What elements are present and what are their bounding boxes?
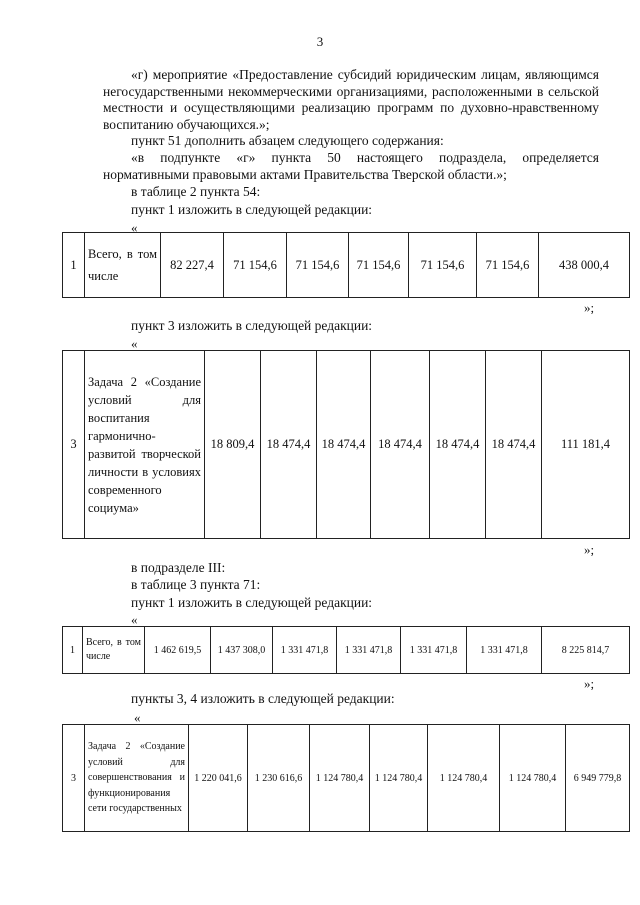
row-number: 3 [63, 725, 85, 832]
close-quote-3: »; [584, 676, 595, 691]
row-number: 1 [63, 627, 83, 674]
value-cell: 1 230 616,6 [248, 725, 310, 832]
open-quote-1: « [131, 220, 138, 235]
value-cell: 18 809,4 [205, 351, 261, 539]
value-cell: 82 227,4 [161, 233, 224, 298]
value-cell: 1 437 308,0 [211, 627, 273, 674]
paragraph-point1-edit: пункт 1 изложить в следующей редакции: [131, 202, 373, 217]
table-3 [62, 626, 630, 674]
paragraph-subsidy-measure: «г) мероприятие «Предоставление субсидий юридическим лицам, являющимся негосударственными некоммерческими организациями, расположенными в сельской местности и осуществляющими реализацию программ по духовно-нравственному воспитанию обучающихся.»; [103, 67, 599, 132]
value-cell: 71 154,6 [349, 233, 409, 298]
paragraph-subpoint-g: «в подпункте «г» пункта 50 настоящего подраздела, определяется нормативными правовыми актами Правительства Тверской области.»; [103, 150, 599, 182]
paragraph-points-3-4-edit: пункты 3, 4 изложить в следующей редакции: [131, 691, 395, 706]
table-row [63, 233, 630, 298]
table-4 [62, 724, 630, 832]
value-cell: 1 462 619,5 [145, 627, 211, 674]
value-cell: 71 154,6 [224, 233, 287, 298]
paragraph-point1-edit-2: пункт 1 изложить в следующей редакции: [131, 595, 373, 610]
paragraph-point-51: пункт 51 дополнить абзацем следующего содержания: [131, 133, 444, 148]
close-quote-2: »; [584, 542, 595, 557]
paragraph-point3-edit: пункт 3 изложить в следующей редакции: [131, 318, 373, 333]
value-cell: 1 124 780,4 [500, 725, 566, 832]
value-cell: 1 124 780,4 [370, 725, 428, 832]
value-cell: 1 331 471,8 [467, 627, 542, 674]
paragraph-table3-point71: в таблице 3 пункта 71: [131, 577, 261, 592]
table-row [63, 351, 630, 539]
open-quote-4: « [134, 710, 141, 725]
row-label: Задача 2 «Создание условий для совершенствования и функционирования сети государственных [85, 725, 189, 832]
value-cell: 18 474,4 [371, 351, 430, 539]
value-cell: 71 154,6 [287, 233, 349, 298]
value-cell: 18 474,4 [486, 351, 542, 539]
value-cell: 1 331 471,8 [337, 627, 401, 674]
table-row [63, 725, 630, 832]
page-number: 3 [316, 34, 324, 49]
value-cell: 71 154,6 [409, 233, 477, 298]
table-row [63, 627, 630, 674]
total-cell: 6 949 779,8 [566, 725, 630, 832]
value-cell: 71 154,6 [477, 233, 539, 298]
value-cell: 18 474,4 [317, 351, 371, 539]
row-number: 1 [63, 233, 85, 298]
close-quote-1: »; [584, 300, 595, 315]
total-cell: 8 225 814,7 [542, 627, 630, 674]
value-cell: 1 220 041,6 [189, 725, 248, 832]
value-cell: 1 124 780,4 [428, 725, 500, 832]
row-number: 3 [63, 351, 85, 539]
value-cell: 18 474,4 [261, 351, 317, 539]
open-quote-3: « [131, 612, 138, 627]
table-2 [62, 350, 630, 539]
row-label: Всего, в том числе [83, 627, 145, 674]
table-1 [62, 232, 630, 298]
row-label: Задача 2 «Создание условий для воспитания гармонично-развитой творческой личности в условиях современного социума» [85, 351, 205, 539]
total-cell: 438 000,4 [539, 233, 630, 298]
row-label: Всего, в том числе [85, 233, 161, 298]
paragraph-table2-point54: в таблице 2 пункта 54: [131, 184, 261, 199]
value-cell: 1 124 780,4 [310, 725, 370, 832]
value-cell: 1 331 471,8 [401, 627, 467, 674]
total-cell: 111 181,4 [542, 351, 630, 539]
paragraph-subsection-3: в подразделе III: [131, 560, 226, 575]
value-cell: 18 474,4 [430, 351, 486, 539]
open-quote-2: « [131, 336, 138, 351]
value-cell: 1 331 471,8 [273, 627, 337, 674]
